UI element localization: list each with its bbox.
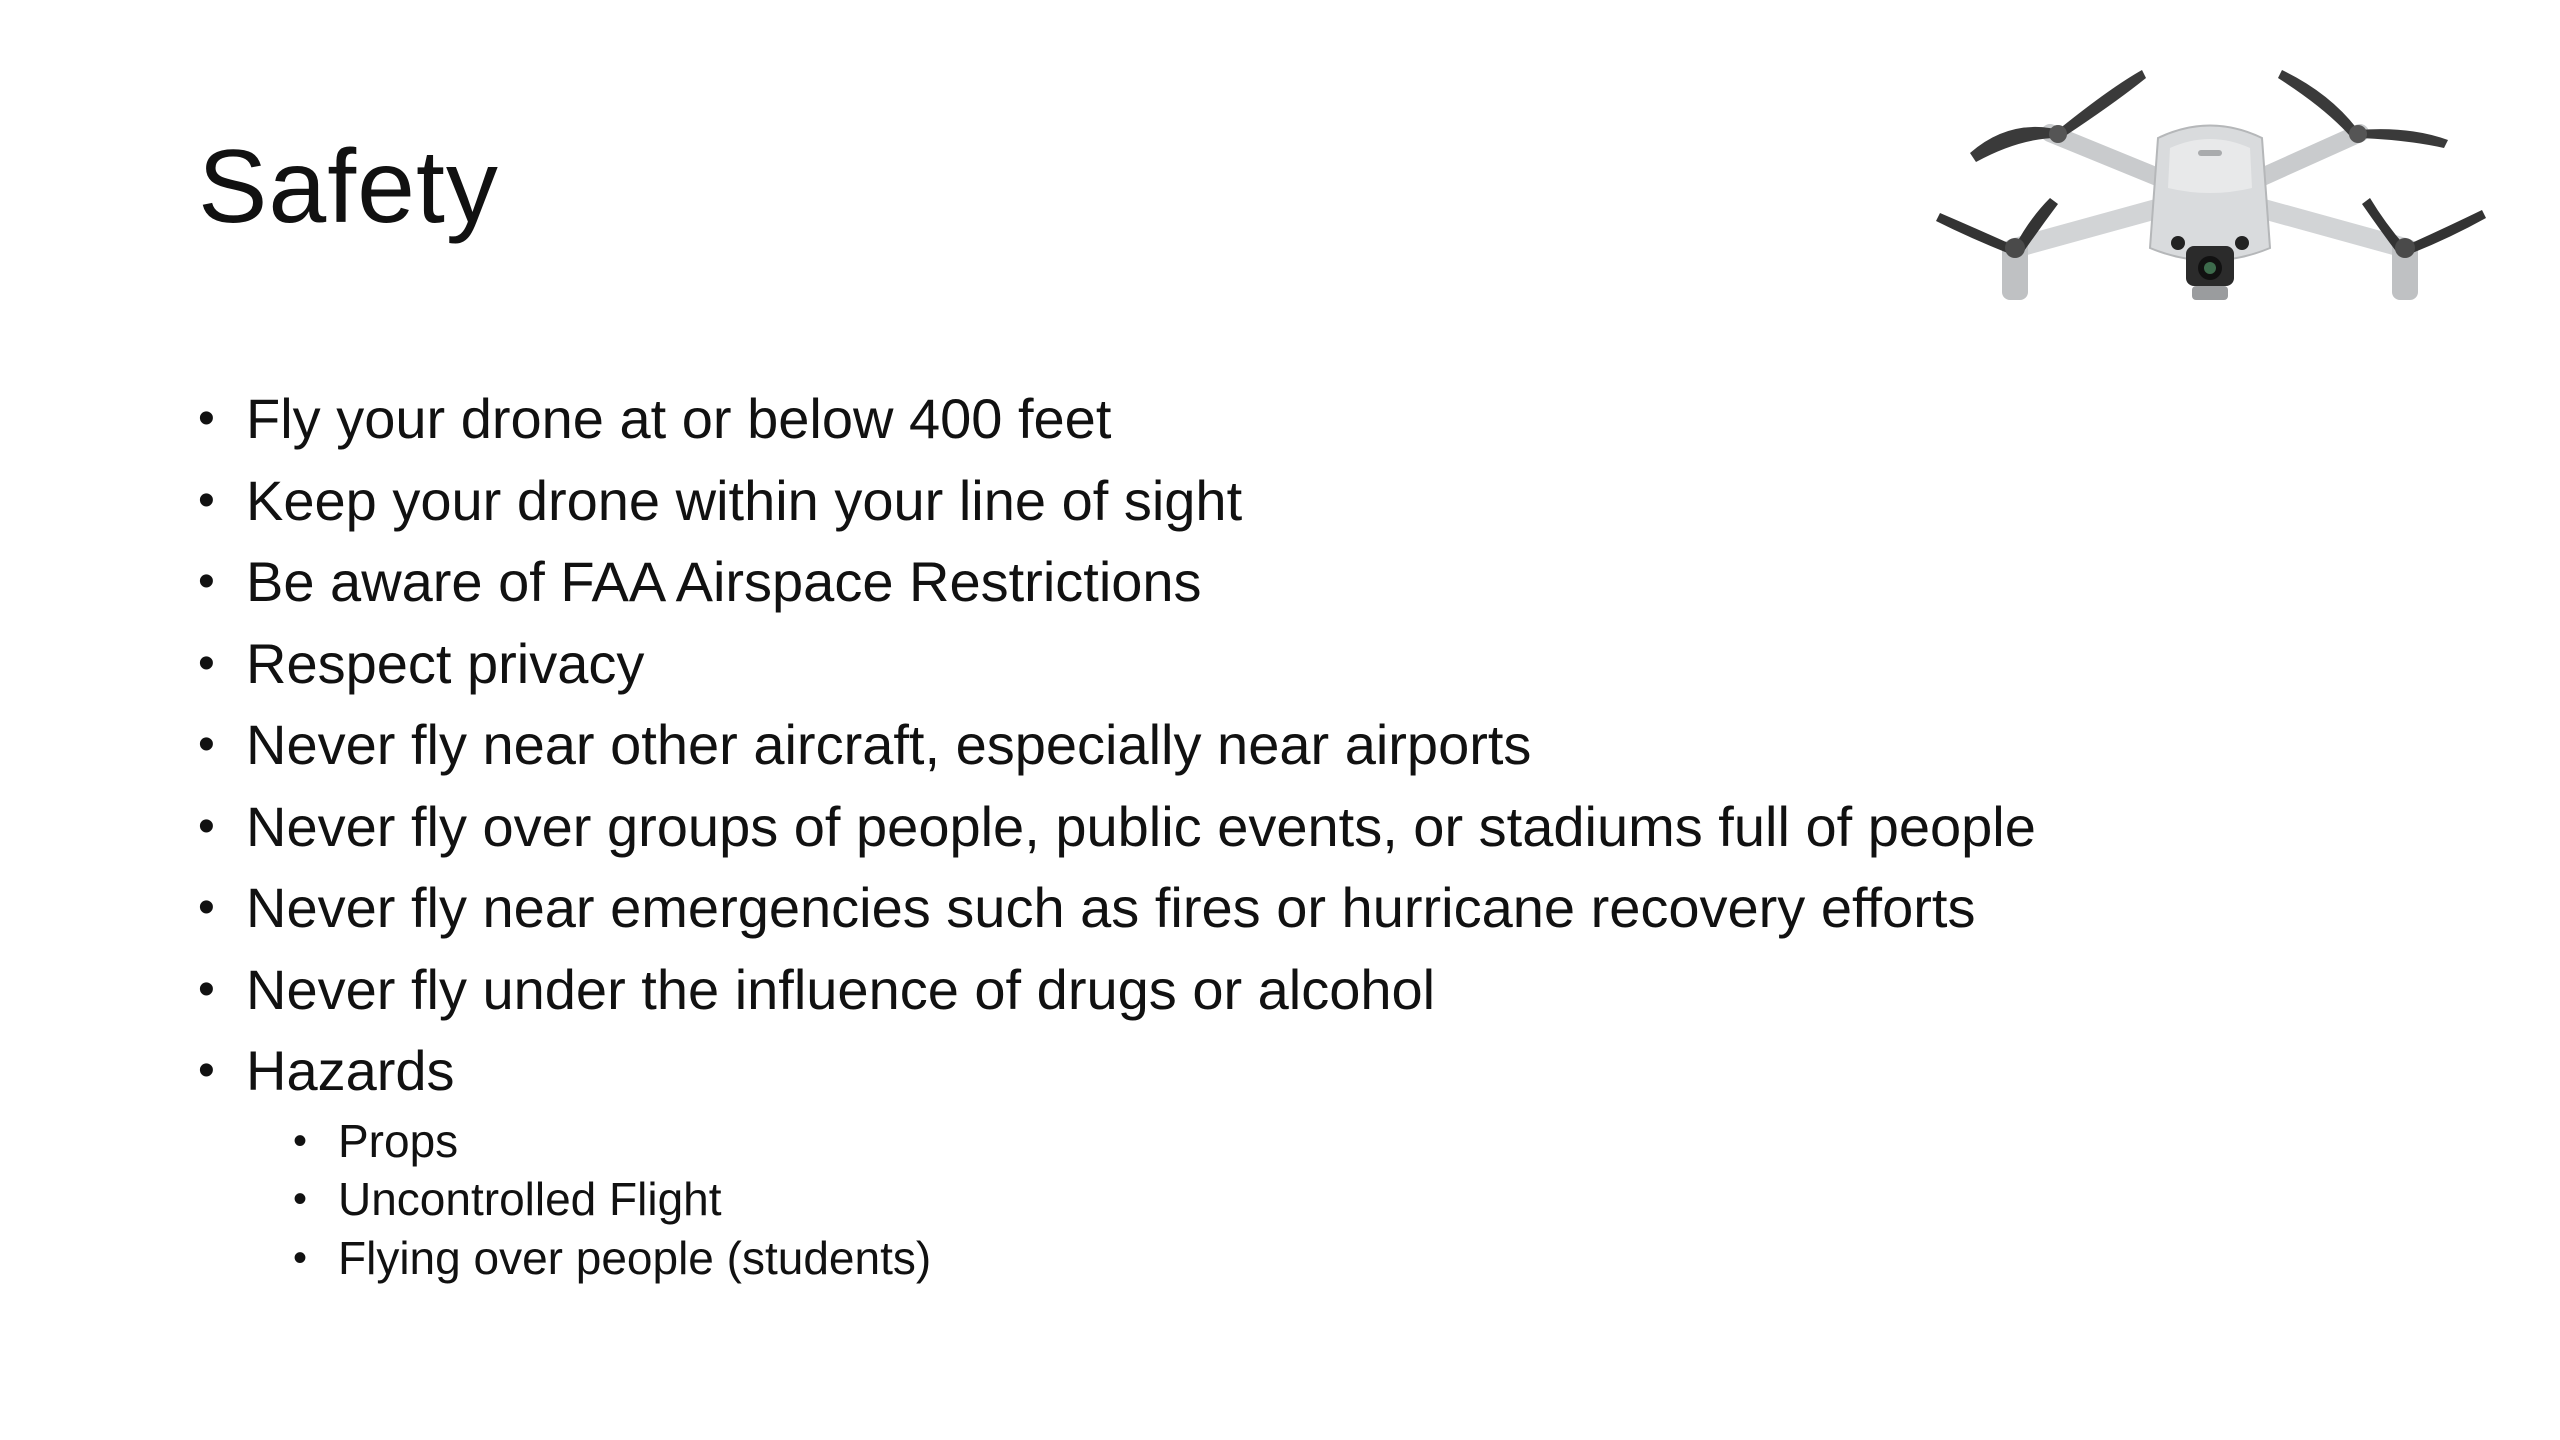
bullet-glyph: • bbox=[198, 555, 215, 608]
sub-list-container bbox=[198, 1112, 2036, 1288]
bullet-glyph: • bbox=[198, 636, 215, 690]
slide-title: Safety bbox=[198, 129, 499, 245]
bullet-text: Fly your drone at or below 400 feet bbox=[246, 387, 1112, 450]
sub-bullet-text: Props bbox=[338, 1114, 459, 1167]
list-item bbox=[198, 867, 2036, 949]
sub-bullet-list bbox=[198, 1112, 2036, 1288]
bullet-glyph: • bbox=[293, 1118, 308, 1163]
list-item bbox=[198, 378, 2036, 460]
sub-list-item bbox=[198, 1112, 2036, 1171]
bullet-glyph: • bbox=[293, 1177, 308, 1221]
drone-image bbox=[1930, 58, 2490, 328]
bullet-glyph: • bbox=[198, 718, 215, 771]
list-item bbox=[198, 704, 2036, 786]
bullet-glyph: • bbox=[198, 1044, 215, 1097]
bullet-text: Never fly under the influence of drugs or alcohol bbox=[246, 957, 1436, 1021]
bullet-text: Never fly near emergencies such as fires or hurricane recovery efforts bbox=[246, 876, 1976, 939]
bullet-text: Respect privacy bbox=[246, 631, 645, 695]
sub-list-item bbox=[198, 1170, 2036, 1229]
bullet-text: Never fly near other aircraft, especially near airports bbox=[246, 713, 1532, 776]
bullet-glyph: • bbox=[198, 392, 215, 445]
bullet-text: Hazards bbox=[246, 1039, 455, 1102]
bullet-text: Be aware of FAA Airspace Restrictions bbox=[246, 550, 1202, 613]
bullet-glyph: • bbox=[198, 799, 215, 853]
list-item bbox=[198, 623, 2036, 705]
list-item bbox=[198, 786, 2036, 868]
bullet-list bbox=[198, 378, 2036, 1287]
sub-list-item bbox=[198, 1229, 2036, 1288]
list-item bbox=[198, 1030, 2036, 1112]
sub-bullet-text: Uncontrolled Flight bbox=[338, 1173, 722, 1225]
bullet-glyph: • bbox=[198, 473, 215, 527]
bullet-glyph: • bbox=[198, 881, 215, 934]
list-item bbox=[198, 541, 2036, 623]
bullet-text: Never fly over groups of people, public events, or stadiums full of people bbox=[246, 794, 2036, 858]
sub-bullet-text: Flying over people (students) bbox=[338, 1231, 932, 1284]
list-item bbox=[198, 949, 2036, 1031]
bullet-text: Keep your drone within your line of sight bbox=[246, 468, 1243, 532]
bullet-glyph: • bbox=[198, 962, 215, 1016]
list-item bbox=[198, 460, 2036, 542]
bullet-glyph: • bbox=[293, 1235, 308, 1280]
